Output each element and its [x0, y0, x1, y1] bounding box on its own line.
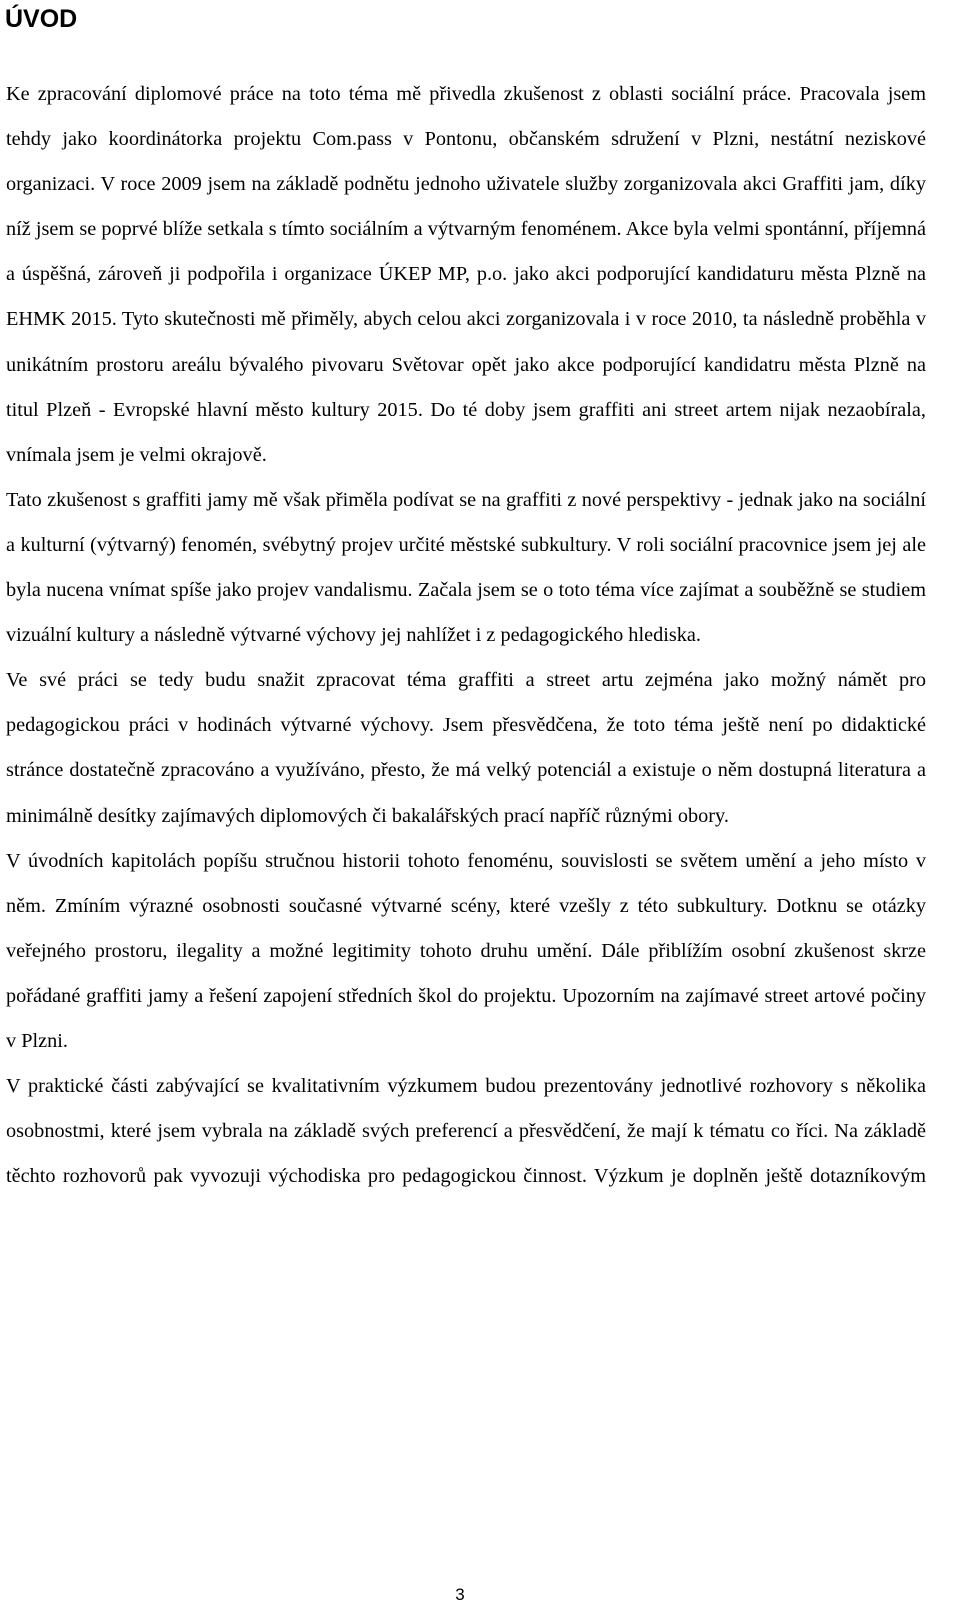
paragraph-4: V úvodních kapitolách popíšu stručnou historii tohoto fenoménu, souvislosti se světem umění a jeho místo v něm. Zmíním výrazné osobnosti současné výtvarné scény, které vzešly z této subkultury. Dotknu se otázky veřejného prostoru, ilegality a možné legitimity tohoto druhu umění. Dále přiblížím osobní zkušenost skrze pořádané graffiti jamy a řešení zapojení středních škol do projektu. Upozorním na zajímavé street artové počiny v Plzni. [6, 849, 926, 1052]
paragraph-1: Ke zpracování diplomové práce na toto téma mě přivedla zkušenost z oblasti sociální práce. Pracovala jsem tehdy jako koordinátorka projektu Com.pass v Pontonu, občanském sdružení v Plzni, nestátní neziskové organizaci. V roce 2009 jsem na základě podnětu jednoho uživatele služby zorganizovala akci Graffiti jam, díky níž jsem se poprvé blíže setkala s tímto sociálním a výtvarným fenoménem. Akce byla velmi spontánní, příjemná a úspěšná, zároveň ji podpořila i organizace ÚKEP MP, p.o. jako akci podporující kandidaturu města Plzně na EHMK 2015. Tyto skutečnosti mě přiměly, abych celou akci zorganizovala i v roce 2010, ta následně proběhla v unikátním prostoru areálu bývalého pivovaru Světovar opět jako akce podporující kandidatru města Plzně na titul Plzeň - Evropské hlavní město kultury 2015. Do té doby jsem graffiti ani street artem nijak nezaobírala, vnímala jsem je velmi okrajově. [6, 83, 926, 466]
paragraph-3: Ve své práci se tedy budu snažit zpracovat téma graffiti a street artu zejména jako možný námět pro pedagogickou práci v hodinách výtvarné výchovy. Jsem přesvědčena, že toto téma ještě není po didaktické stránce dostatečně zpracováno a využíváno, přesto, že má velký potenciál a existuje o něm dostupná literatura a minimálně desítky zajímavých diplomových či bakalářských prací napříč různými obory. [6, 669, 926, 827]
section-heading: ÚVOD [5, 5, 78, 33]
paragraph-5: V praktické části zabývající se kvalitativním výzkumem budou prezentovány jednotlivé rozhovory s několika osobnostmi, které jsem vybrala na základě svých preferencí a přesvědčení, že mají k tématu co říci. Na základě těchto rozhovorů pak vyvozuji východiska pro pedagogickou činnost. Výzkum je doplněn ještě dotazníkovým [6, 1075, 926, 1188]
page-number: 3 [455, 1585, 465, 1604]
body-text [6, 72, 926, 1199]
paragraph-2: Tato zkušenost s graffiti jamy mě však přiměla podívat se na graffiti z nové perspektivy - jednak jako na sociální a kulturní (výtvarný) fenomén, svébytný projev určité městské subkultury. V roli sociální pracovnice jsem jej ale byla nucena vnímat spíše jako projev vandalismu. Začala jsem se o toto téma více zajímat a souběžně se studiem vizuální kultury a následně výtvarné výchovy jej nahlížet i z pedagogického hlediska. [6, 488, 926, 647]
